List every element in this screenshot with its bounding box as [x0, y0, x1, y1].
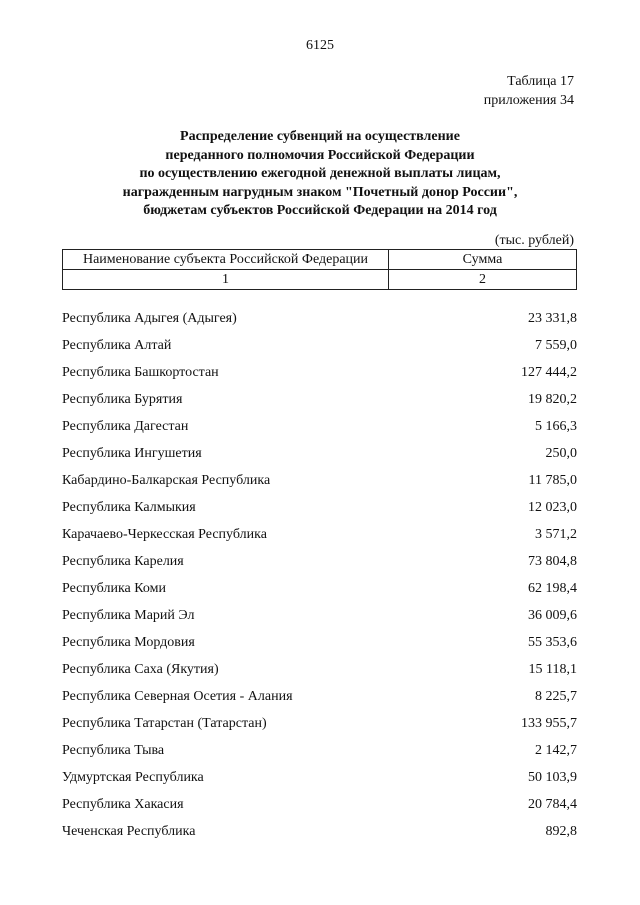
- table-row: [62, 359, 577, 386]
- region-name: Республика Коми: [62, 581, 166, 596]
- table-header: [62, 249, 577, 290]
- table-body: [62, 305, 577, 845]
- table-row: [62, 791, 577, 818]
- unit-label: (тыс. рублей): [494, 233, 574, 248]
- region-name: Республика Калмыкия: [62, 500, 196, 515]
- region-name: Республика Северная Осетия - Алания: [62, 689, 293, 704]
- title-line-3: по осуществлению ежегодной денежной выплаты лицам,: [139, 166, 501, 181]
- table-row: [62, 818, 577, 845]
- region-name: Республика Ингушетия: [62, 446, 202, 461]
- header-column-number-1: 1: [63, 270, 389, 290]
- document-title: [40, 128, 600, 221]
- header-column-sum: Сумма: [389, 250, 577, 270]
- region-name: Кабардино-Балкарская Республика: [62, 473, 271, 488]
- table-row: [62, 629, 577, 656]
- header-row: [63, 250, 577, 270]
- region-name: Республика Карелия: [62, 554, 184, 569]
- region-name: Республика Бурятия: [62, 392, 183, 407]
- region-sum: 8 225,7: [535, 689, 577, 704]
- region-name: Республика Башкортостан: [62, 365, 219, 380]
- region-sum: 5 166,3: [535, 419, 577, 434]
- region-sum: 892,8: [545, 824, 577, 839]
- title-line-1: Распределение субвенций на осуществление: [180, 129, 460, 144]
- region-sum: 19 820,2: [528, 392, 577, 407]
- region-name: Республика Мордовия: [62, 635, 195, 650]
- table-reference-line-2: приложения 34: [483, 93, 574, 108]
- region-sum: 7 559,0: [535, 338, 577, 353]
- region-name: Республика Дагестан: [62, 419, 189, 434]
- page-number: 6125: [306, 38, 334, 53]
- table-row: [62, 467, 577, 494]
- table-row: [62, 521, 577, 548]
- region-sum: 50 103,9: [528, 770, 577, 785]
- region-name: Республика Хакасия: [62, 797, 184, 812]
- title-line-5: бюджетам субъектов Российской Федерации на 2014 год: [143, 203, 497, 218]
- region-name: Республика Адыгея (Адыгея): [62, 311, 237, 326]
- region-name: Республика Татарстан (Татарстан): [62, 716, 267, 731]
- header-number-row: [63, 270, 577, 290]
- table-row: [62, 494, 577, 521]
- region-sum: 12 023,0: [528, 500, 577, 515]
- table-row: [62, 764, 577, 791]
- region-sum: 133 955,7: [521, 716, 577, 731]
- region-sum: 23 331,8: [528, 311, 577, 326]
- region-name: Республика Тыва: [62, 743, 165, 758]
- table-reference-line-1: Таблица 17: [507, 74, 574, 89]
- region-name: Карачаево-Черкесская Республика: [62, 527, 267, 542]
- table-reference: [484, 72, 574, 110]
- table-row: [62, 656, 577, 683]
- table-row: [62, 413, 577, 440]
- region-sum: 20 784,4: [528, 797, 577, 812]
- region-sum: 73 804,8: [528, 554, 577, 569]
- table-row: [62, 602, 577, 629]
- header-column-number-2: 2: [389, 270, 577, 290]
- region-name: Чеченская Республика: [62, 824, 196, 839]
- table-row: [62, 386, 577, 413]
- region-sum: 250,0: [545, 446, 577, 461]
- table-row: [62, 575, 577, 602]
- region-sum: 2 142,7: [535, 743, 577, 758]
- region-sum: 62 198,4: [528, 581, 577, 596]
- table-row: [62, 737, 577, 764]
- region-name: Республика Саха (Якутия): [62, 662, 219, 677]
- table-row: [62, 710, 577, 737]
- region-name: Республика Алтай: [62, 338, 172, 353]
- region-sum: 11 785,0: [528, 473, 577, 488]
- region-name: Удмуртская Республика: [62, 770, 204, 785]
- region-name: Республика Марий Эл: [62, 608, 195, 623]
- header-column-name: Наименование субъекта Российской Федерации: [63, 250, 389, 270]
- table-row: [62, 305, 577, 332]
- region-sum: 127 444,2: [521, 365, 577, 380]
- title-line-4: награжденным нагрудным знаком "Почетный донор России",: [122, 184, 518, 200]
- table-row: [62, 440, 577, 467]
- region-sum: 3 571,2: [535, 527, 577, 542]
- table-row: [62, 683, 577, 710]
- region-sum: 15 118,1: [528, 662, 577, 677]
- table-row: [62, 332, 577, 359]
- table-row: [62, 548, 577, 575]
- region-sum: 55 353,6: [528, 635, 577, 650]
- region-sum: 36 009,6: [528, 608, 577, 623]
- title-line-2: переданного полномочия Российской Федерации: [165, 147, 475, 163]
